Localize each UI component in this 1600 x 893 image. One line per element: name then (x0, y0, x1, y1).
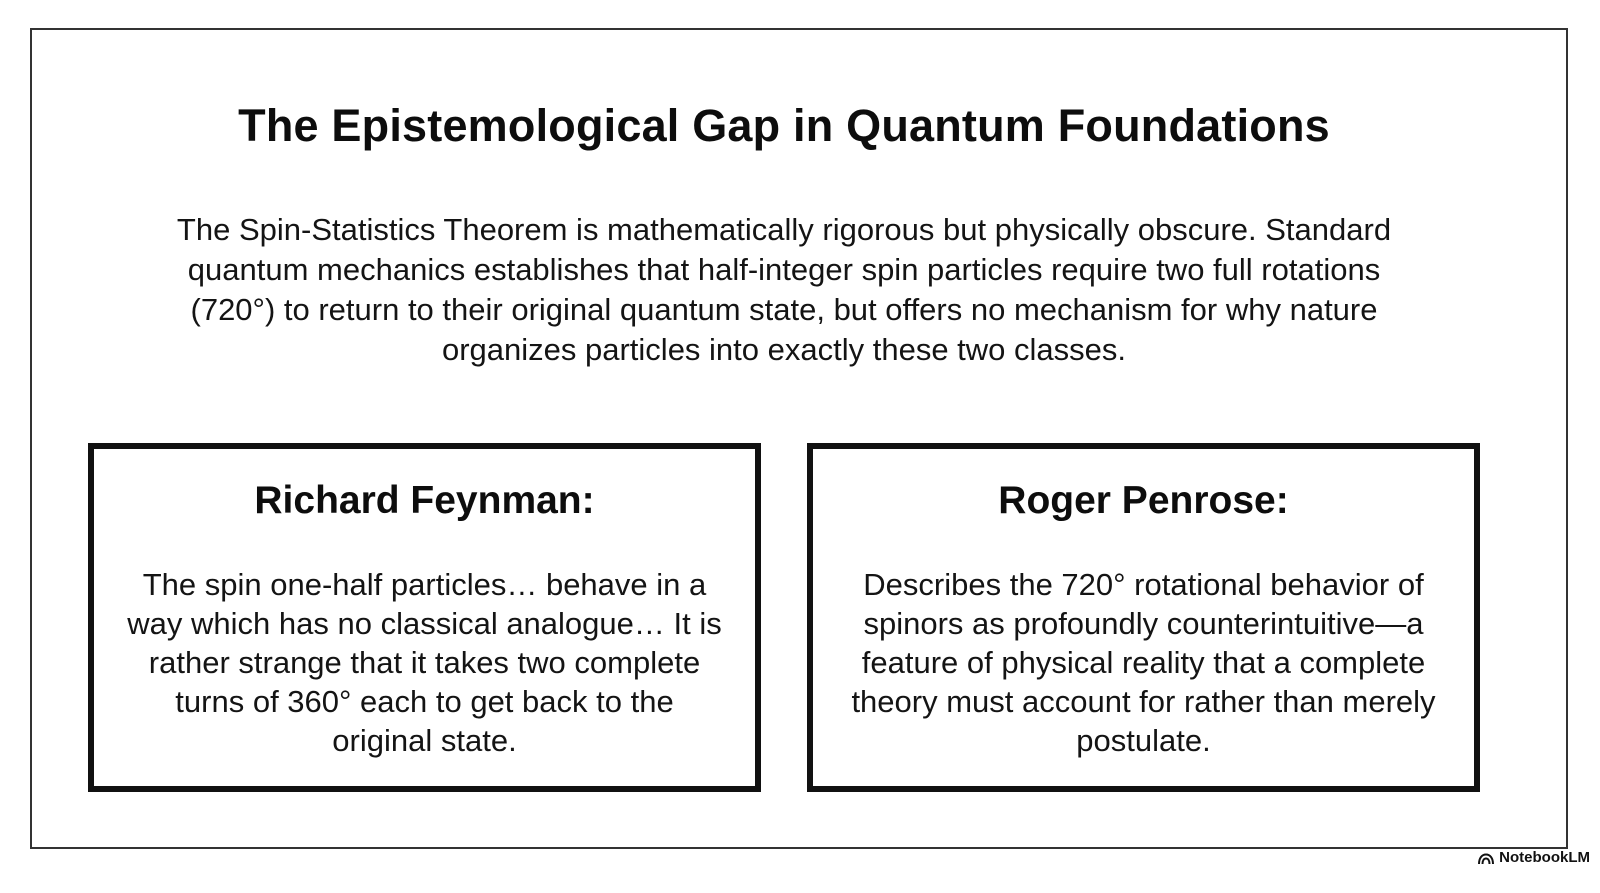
quote-text: The spin one-half particles… behave in a way which has no classical analogue… It is rather strange that it takes two complete turns of 360° each to get back to the original state. (127, 567, 722, 758)
slide-title: The Epistemological Gap in Quantum Foundations (238, 100, 1330, 151)
quote-heading: Richard Feynman: (254, 479, 595, 522)
quote-heading: Roger Penrose: (998, 479, 1289, 522)
notebooklm-watermark (1478, 849, 1590, 866)
brand-label: NotebookLM (1499, 849, 1590, 866)
quote-text: Describes the 720° rotational behavior of spinors as profoundly counterintuitive—a feature of physical reality that a complete theory must account for rather than merely postulate. (851, 567, 1436, 758)
intro-paragraph: The Spin-Statistics Theorem is mathematically rigorous but physically obscure. Standard quantum mechanics establishes that half-integer spin particles require two full rotations (720°) to return to their original quantum state, but offers no mechanism for why nature organizes particles into exactly these two classes. (176, 212, 1392, 367)
quote-box-feynman (88, 443, 761, 792)
notebooklm-logo-icon (1478, 852, 1494, 864)
quote-box-penrose (807, 443, 1480, 792)
